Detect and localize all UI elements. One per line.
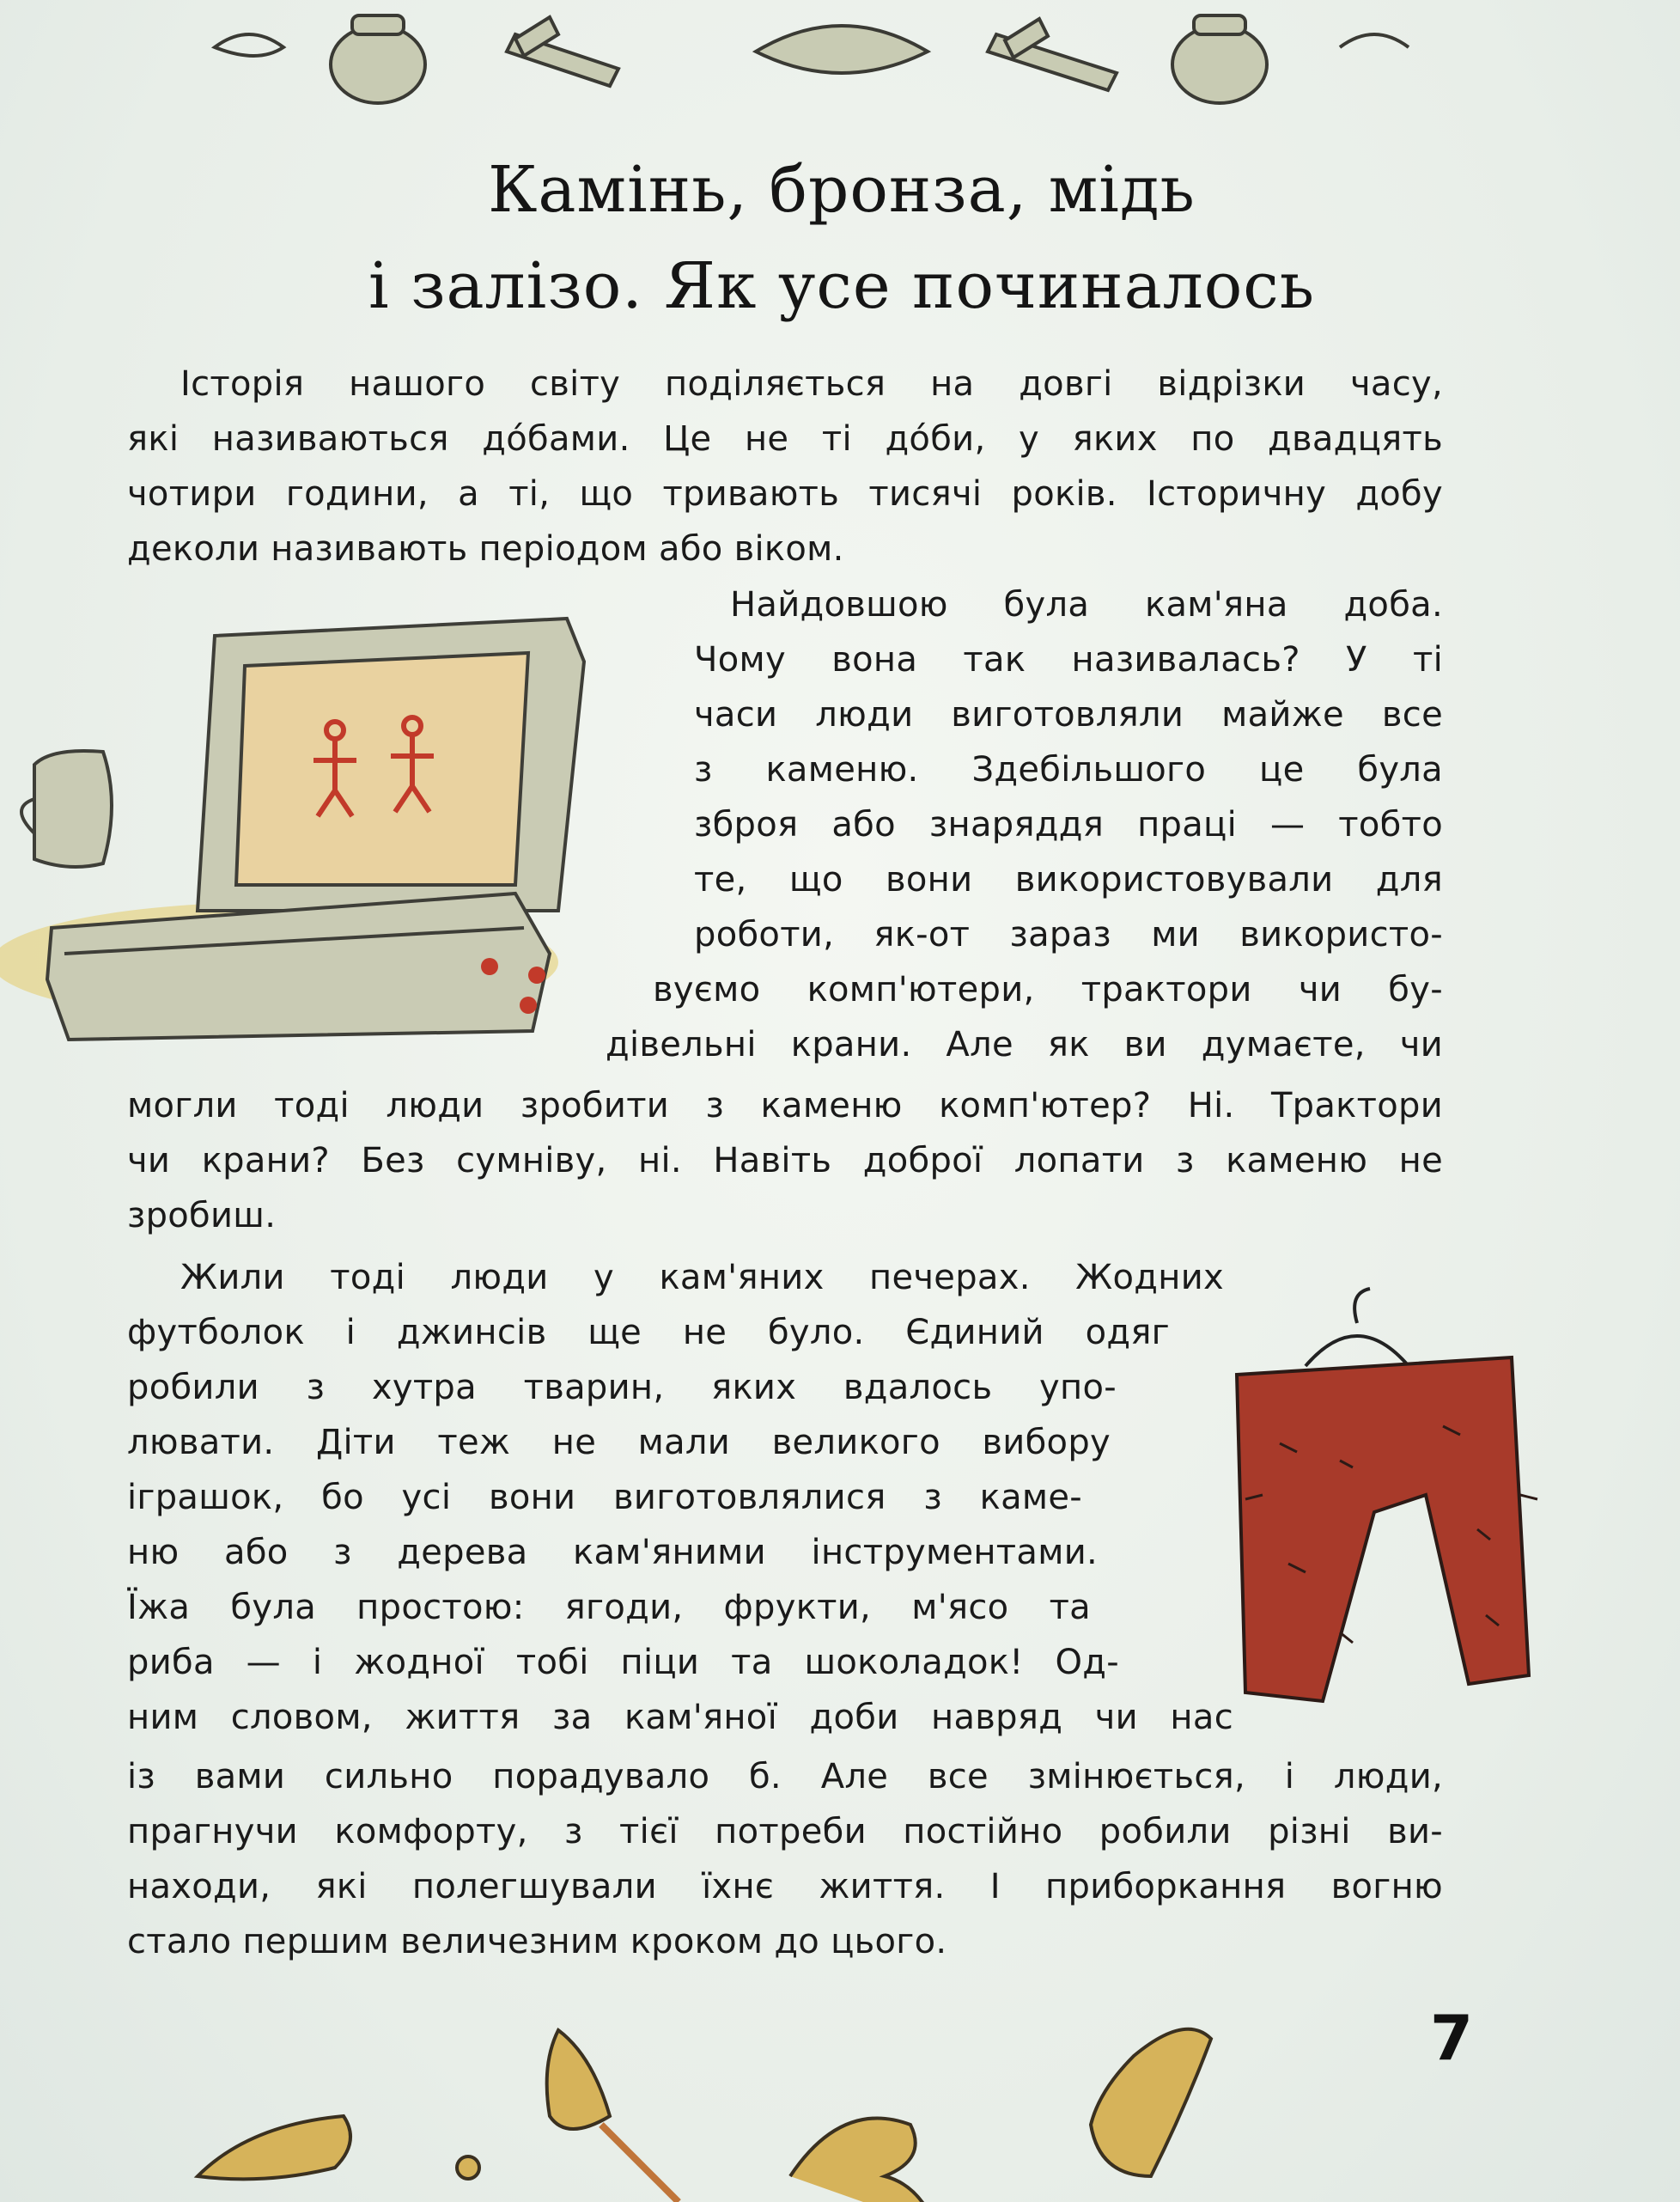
- text-line: находи, які полегшували їхнє життя. І приборкання вогню: [127, 1867, 1443, 1906]
- title-line-1: Камінь, бронза, мідь: [488, 153, 1196, 227]
- text-line: з каменю. Здебільшого це була: [694, 750, 1443, 790]
- text-line: Найдовшою була кам'яна доба.: [730, 585, 1443, 625]
- stone-laptop-illustration: [0, 601, 618, 1083]
- text-line: ню або з дерева кам'яними інструментами.: [127, 1533, 1098, 1572]
- text-line: роботи, як-от зараз ми використо-: [694, 915, 1443, 955]
- text-line: чи крани? Без сумніву, ні. Навіть доброї лопати з каменю не: [127, 1141, 1443, 1180]
- text-line: дівельні крани. Але як ви думаєте, чи: [606, 1025, 1443, 1064]
- text-line: Історія нашого світу поділяється на довгі відрізки часу,: [180, 364, 1443, 404]
- text-line: зробиш.: [127, 1196, 277, 1235]
- text-line: футболок і джинсів ще не було. Єдиний одяг: [127, 1313, 1170, 1352]
- text-line: Чому вона так називалась? У ті: [694, 640, 1443, 680]
- text-line: прагнучи комфорту, з тієї потреби постійно робили різні ви-: [127, 1812, 1443, 1851]
- text-line: вуємо комп'ютери, трактори чи бу-: [653, 970, 1443, 1010]
- text-line: стало першим величезним кроком до цього.: [127, 1922, 947, 1961]
- text-line: риба — і жодної тобі піци та шоколадок! Од-: [127, 1643, 1119, 1682]
- text-line: деколи називають періодом або віком.: [127, 529, 844, 569]
- bottom-border-illustration: [0, 2004, 1680, 2202]
- text-line: іграшок, бо усі вони виготовлялися з каме-: [127, 1478, 1082, 1517]
- text-line: чотири години, а ті, що тривають тисячі років. Історичну добу: [127, 474, 1443, 514]
- text-line: лювати. Діти теж не мали великого вибору: [127, 1423, 1111, 1462]
- text-line: часи люди виготовляли майже все: [694, 695, 1443, 735]
- page-title: [155, 142, 1529, 334]
- text-line: те, що вони використовували для: [694, 860, 1443, 900]
- top-border-illustration: [0, 0, 1680, 112]
- text-line: які називаються дóбами. Це не ті дóби, у яких по двадцять: [127, 419, 1443, 459]
- page-number: 7: [1430, 2002, 1474, 2074]
- text-line: могли тоді люди зробити з каменю комп'ютер? Ні. Трактори: [127, 1086, 1443, 1125]
- title-line-2: і залізо. Як усе починалось: [368, 249, 1315, 323]
- text-line: ним словом, життя за кам'яної доби навряд чи нас: [127, 1698, 1233, 1737]
- text-line: робили з хутра тварин, яких вдалось упо-: [127, 1368, 1117, 1407]
- text-line: Їжа була простою: ягоди, фрукти, м'ясо та: [127, 1588, 1091, 1627]
- text-line: Жили тоді люди у кам'яних печерах. Жодних: [180, 1258, 1224, 1297]
- text-line: із вами сильно порадувало б. Але все змінюється, і люди,: [127, 1757, 1443, 1796]
- text-line: зброя або знаряддя праці — тобто: [694, 805, 1443, 845]
- fur-pants-on-hanger-illustration: [1202, 1272, 1546, 1770]
